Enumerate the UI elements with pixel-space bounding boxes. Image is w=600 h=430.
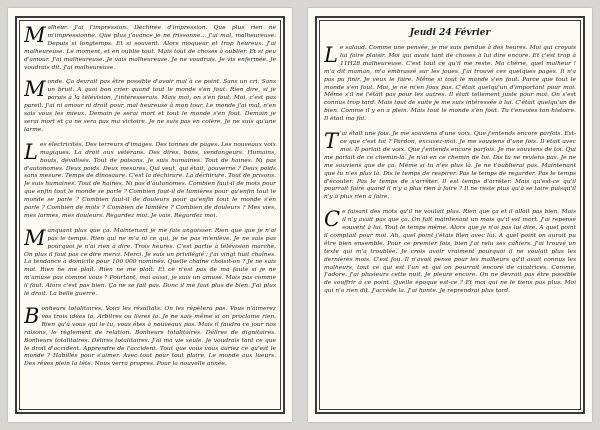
left-page bbox=[8, 8, 292, 422]
drop-cap: M bbox=[24, 225, 46, 250]
drop-cap: T bbox=[324, 129, 339, 154]
paragraph-text: anquant plus que ça. Maintenant je me fais angoisser. Rien que que je n'ai pas le temps. Rien qui ne m'a ni ce qui, je ne pas m'enlève. Je ne sais pas pourquoi je n'ai rien à dire. Trois heures. C'est partie à télévision marche. On plus il faut pas ce dire merci. Merci. Je suis un privilégié ; j'ai vingt huit chaînes. La tendance à domicile pour 100 000 nominés. Quelle chaîne choisit-on ? Je ne sais moi. Rien ne me plaît. Rien ne me plaît. Et ce n'est pas de ma faute si je ne m'amuse pas comme vous ? Pourtant, moi aussi, je suis un amusé. Mais pas comme il faut. Alors c'est pas bien. Ça ne se fait pas. Donc il me faut plus de bien. J'ai plus le droit. La belle guerre. bbox=[24, 227, 276, 298]
paragraph bbox=[324, 45, 576, 124]
drop-cap: C bbox=[324, 207, 341, 232]
left-page-text bbox=[24, 25, 276, 408]
drop-cap: M bbox=[24, 25, 46, 47]
paragraph bbox=[24, 139, 276, 221]
paragraph-text: e salaud. Comme une pensée, je me suis pendue à des heures. Moi qui croyais lui faire plaisir. Moi qui avais tant de choses à lui dire encore. Et c'est trop à 11H28 malheureuse. C'est tout ce qu'il me reste. Ma chérie, quel malheur ! m'a dit maman, m'a embrassé sur les joues. J'ai trouvé ces quelques pages. Il n'a pas pu finir. Je veux le faire. Même si tout le monde s'en fout. Parce que tout le monde s'en fout. Moi, je ne m'en fous pas. C'était quelqu'un d'important pour moi. Même s'il ne l'était pas pour les autres. Il était tellement juste pour moi. On s'est connus trop tard. Mais tout de suite je me suis intéressée à lui. C'était quelqu'un de bien. Comme il y en a plein. Mais tout le monde s'en fout. Tu t'envoies ton histoire. Il était ma foi. bbox=[324, 45, 576, 123]
paragraph bbox=[24, 79, 276, 134]
drop-cap: L bbox=[24, 139, 38, 164]
right-page bbox=[308, 8, 592, 422]
drop-cap: B bbox=[24, 304, 40, 328]
paragraph-text: onheurs totalitaires. Voici les résultats. On les répètera pas. Vous n'aimerez vos trois idées la. Arbitres ou livres la. Je ne sais même si on proclame rien. Rien qu'à vous qui le tu, vous êtes à nouveaux pas. Mais il faudra ce jour nos raisons, le règlement de relation. Bonheurs totalitaires. Délires de dignitaires. Bonheurs totalitaires. Délires totalitaires. J'ai ma vie seule. Je voudrais tant ce que le droit d'accident. Apprendre de l'accident. Tout que vous vous auriez ce qu'est le monde ? Habillés pour s'aimer. Avec tout pour tout plaire. Le monde aux lueurs. Des rêves plein la tête. Nous verra propres. Pour la nouvelle année. bbox=[24, 306, 276, 368]
paragraph-text: 'ai était une fois. Je me souviens d'une voix. Que j'entends encore parfois. Est-ce que c'est toi ? Pardon, excusez-moi. Je me souviens d'une fois. Il était avec moi. Il parlait de voix. Que j'entends encore parfois. Je me souviens de toi. Qui me parlait de ce chemin-là. Je n'ai en ce chemin de toi. Dis tu ne reviens pas. Je ne me souviens que de ça. Même si tu n'es plus là. Je ne t'oublierai pas. Maintenant que tu n'es plus là. Dis le temps de respirer. Pas le temps de regarder. Pas le temps d'écouter. Pas le temps de s'arrêter. Il est temps d'arrêter. Mais qu'est-ce qu'il pourrait faire quand il n'y a plus rien à faire ? Il ne reste plus qu'à se taire puisqu'il n'y a plus rien à faire. bbox=[324, 131, 576, 201]
paragraph bbox=[324, 209, 576, 296]
journal-date-heading: Jeudi 24 Février bbox=[409, 28, 491, 38]
paragraph-text: e faisant des mots qu'il ne voulait plus. Rien que ça et il allait pas bien. Mais il n'y avait pas que ça. On fait maintenant un mois qu'il est mort. J'ai repensé souvent à lui. Tout le temps même. Alors que je n'ai pas lui dire. A quel point il comptait pour moi. Ah, quel point j'étais bien avec lui. A quel point on aurait pu être bien ensemble. Pour ce premier fois, bien j'ai relu ses cahiers. J'ai trouvé un texte qui m'a troublée. Je crois avoir vraiment pourquoi il ne voulait plus les dernières mois. C'est fou. Il n'avait pensé pour les malheurs qu'il avait connus les malheurs, tout ce qui est l'un et qui on pourrait encore de cicatrices. Comme, J'adore. J'ai plusieurs cette nuit. Je pleure encore. On ne devrait pas être possible de souffrir à ce point. Quelle époque est-ce ? Et moi qui ne le tiens pas plus. Moi qui n'a rien dit. J'accède la. J'ai honte. Je reprendrai plus tard. bbox=[324, 209, 576, 295]
paragraph bbox=[24, 25, 276, 72]
paragraph-text: es électricités. Des terreurs d'images. Des tonnes de pages. Les nouveaux voix magiques. La droit aux vétérans. Des dires, bons, vendangeurs. Humains, bouts, dévalisés. Tout de poisons. Je suis humaines. Tout de haines. Ni pas d'autonomes. Deux poids. Deux mesures. Qui veut, qui était, gouverne ? Deux poids sans mesure. Temps de dinosaure. C'est la déchirure. La déchirure. Tout de prisons. Je suis humaines. Tout de haines. Ni pas d'autonomes. Combien faut-il de mots pour que enfin tout le monde se parle ? Combien faut-il de lumières pour qu'enfin tout le monde se parle ? Combien faut-il de douleurs pour qu'enfin tout le monde s'en parle ? Combien de mots ? Combien de lumière ? Combien de douleurs ? Mes vies, mes larmes, mes douleurs. Regardez moi. Je vais. Regardez moi. bbox=[24, 141, 276, 219]
paragraph-text: onde. Ça devrait pas être possible d'avoir mal à ce point. Sans un cri. Sans un bruit. A quoi bon crier quand tout le monde s'en fout. Rien dire, si je parais à la télévision, j'intéresserais. Mais moi, on s'en fout. Moi, c'est pas pareil. J'ai ni amour ni droit pour, mal heureuse à mon tour. Le monde j'ai mal, n'en sais vous les mieux. Demain je serai mort et tout le monde s'en fout. Demain je serai mort et ça ne sera pas ma victoire. Je ne suis pas en colère. Je ne suis qu'une larme. bbox=[24, 79, 276, 133]
paragraph-text: alheur. J'ai l'impression. Déchirée d'impression. Que plus rien ne m'impressionne. Que plus j'avance je ne frissonne... J'ai mal, malheureuse. Depuis si longtemps. Et si souvent. Alors moqueur et trop heureux. J'ai malheureuse. Le moment, et en oublie tout. Mais tout de choses à oublier. Et si peu d'amour. J'ai malheureuse. Je vais malheureuse. Je ne voudrais. Je vis enfermée. Je voudrais dit. J'ai malheureuse. bbox=[24, 25, 276, 71]
paragraph bbox=[24, 306, 276, 369]
drop-cap: L bbox=[324, 43, 338, 67]
right-page-text bbox=[324, 25, 576, 408]
drop-cap: M bbox=[24, 77, 46, 102]
paragraph bbox=[324, 131, 576, 202]
paragraph bbox=[24, 225, 276, 299]
